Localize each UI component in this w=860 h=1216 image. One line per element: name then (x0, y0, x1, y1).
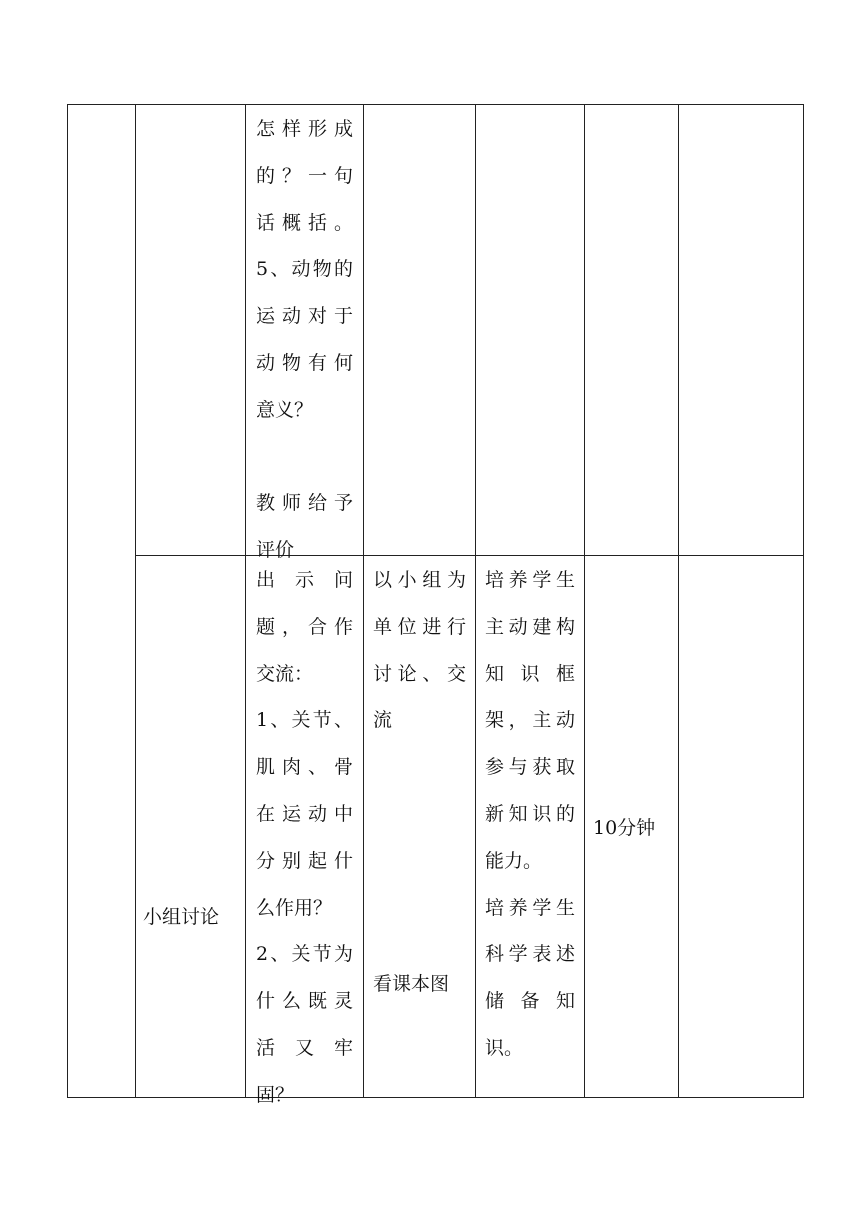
text-line: 在运动中 (256, 802, 353, 825)
text-line: 怎样形成 (256, 118, 353, 140)
text-line (256, 434, 353, 481)
text-line: 识。 (485, 1036, 524, 1059)
text-line: 分别起什 (256, 849, 353, 872)
column-divider-6 (678, 104, 679, 1098)
text-line: 培养学生 (485, 896, 575, 919)
time-allocation: 10分钟 (593, 817, 656, 839)
text-line: 话概括。 (256, 211, 353, 234)
text-line: 题，合作 (256, 615, 353, 638)
row2-student-activity (373, 557, 466, 744)
text-line: 流 (373, 709, 393, 732)
table-left-border (67, 104, 68, 1098)
text-line: 参与获取 (485, 756, 575, 779)
text-line: 交流： (256, 662, 314, 685)
row1-teacher-activity (256, 106, 353, 574)
text-line: 1、关节、 (256, 709, 353, 732)
column-divider-5 (584, 104, 585, 1098)
text-line: 固？ (256, 1083, 295, 1106)
text-line: 什么既灵 (256, 990, 353, 1013)
text-line: 动物有何 (256, 351, 353, 374)
column-divider-2 (245, 104, 246, 1098)
row-divider (135, 555, 804, 556)
table-right-border (803, 104, 804, 1098)
text-line: 看课本图 (373, 973, 450, 995)
column-divider-4 (475, 104, 476, 1098)
text-line: 肌肉、骨 (256, 756, 353, 779)
text-line: 主动建构 (485, 615, 575, 638)
text-line: 知 识 框 (485, 662, 575, 685)
row2-design-intent (485, 557, 575, 1072)
text-line: 5、动物的 (256, 258, 353, 281)
column-divider-1 (135, 104, 136, 1098)
text-line: 单位进行 (373, 615, 466, 638)
row2-student-activity-note (373, 961, 466, 1008)
text-line: 架，主动 (485, 709, 575, 732)
text-line: 科学表述 (485, 943, 575, 966)
text-line: 新知识的 (485, 802, 575, 825)
text-line: 意义？ (256, 398, 314, 421)
text-line: 的？一句 (256, 164, 353, 187)
text-line: 培养学生 (485, 569, 575, 591)
text-line: 评价 (256, 539, 295, 562)
text-line: 以小组为 (373, 569, 466, 591)
text-line: 储 备 知 (485, 990, 575, 1013)
text-line: 活 又 牢 (256, 1036, 353, 1059)
text-line: 教师给予 (256, 492, 353, 515)
text-line: 出 示 问 (256, 569, 353, 591)
column-divider-3 (363, 104, 364, 1098)
text-line: 运动对于 (256, 305, 353, 328)
stage-label: 小组讨论 (143, 906, 220, 928)
text-line: 么作用？ (256, 896, 333, 919)
text-line: 2、关节为 (256, 943, 353, 966)
table-bottom-border (67, 1097, 804, 1098)
text-line: 能力。 (485, 849, 543, 872)
text-line: 讨论、交 (373, 662, 466, 685)
row2-teacher-activity (256, 557, 353, 1119)
table-top-border (67, 104, 804, 105)
